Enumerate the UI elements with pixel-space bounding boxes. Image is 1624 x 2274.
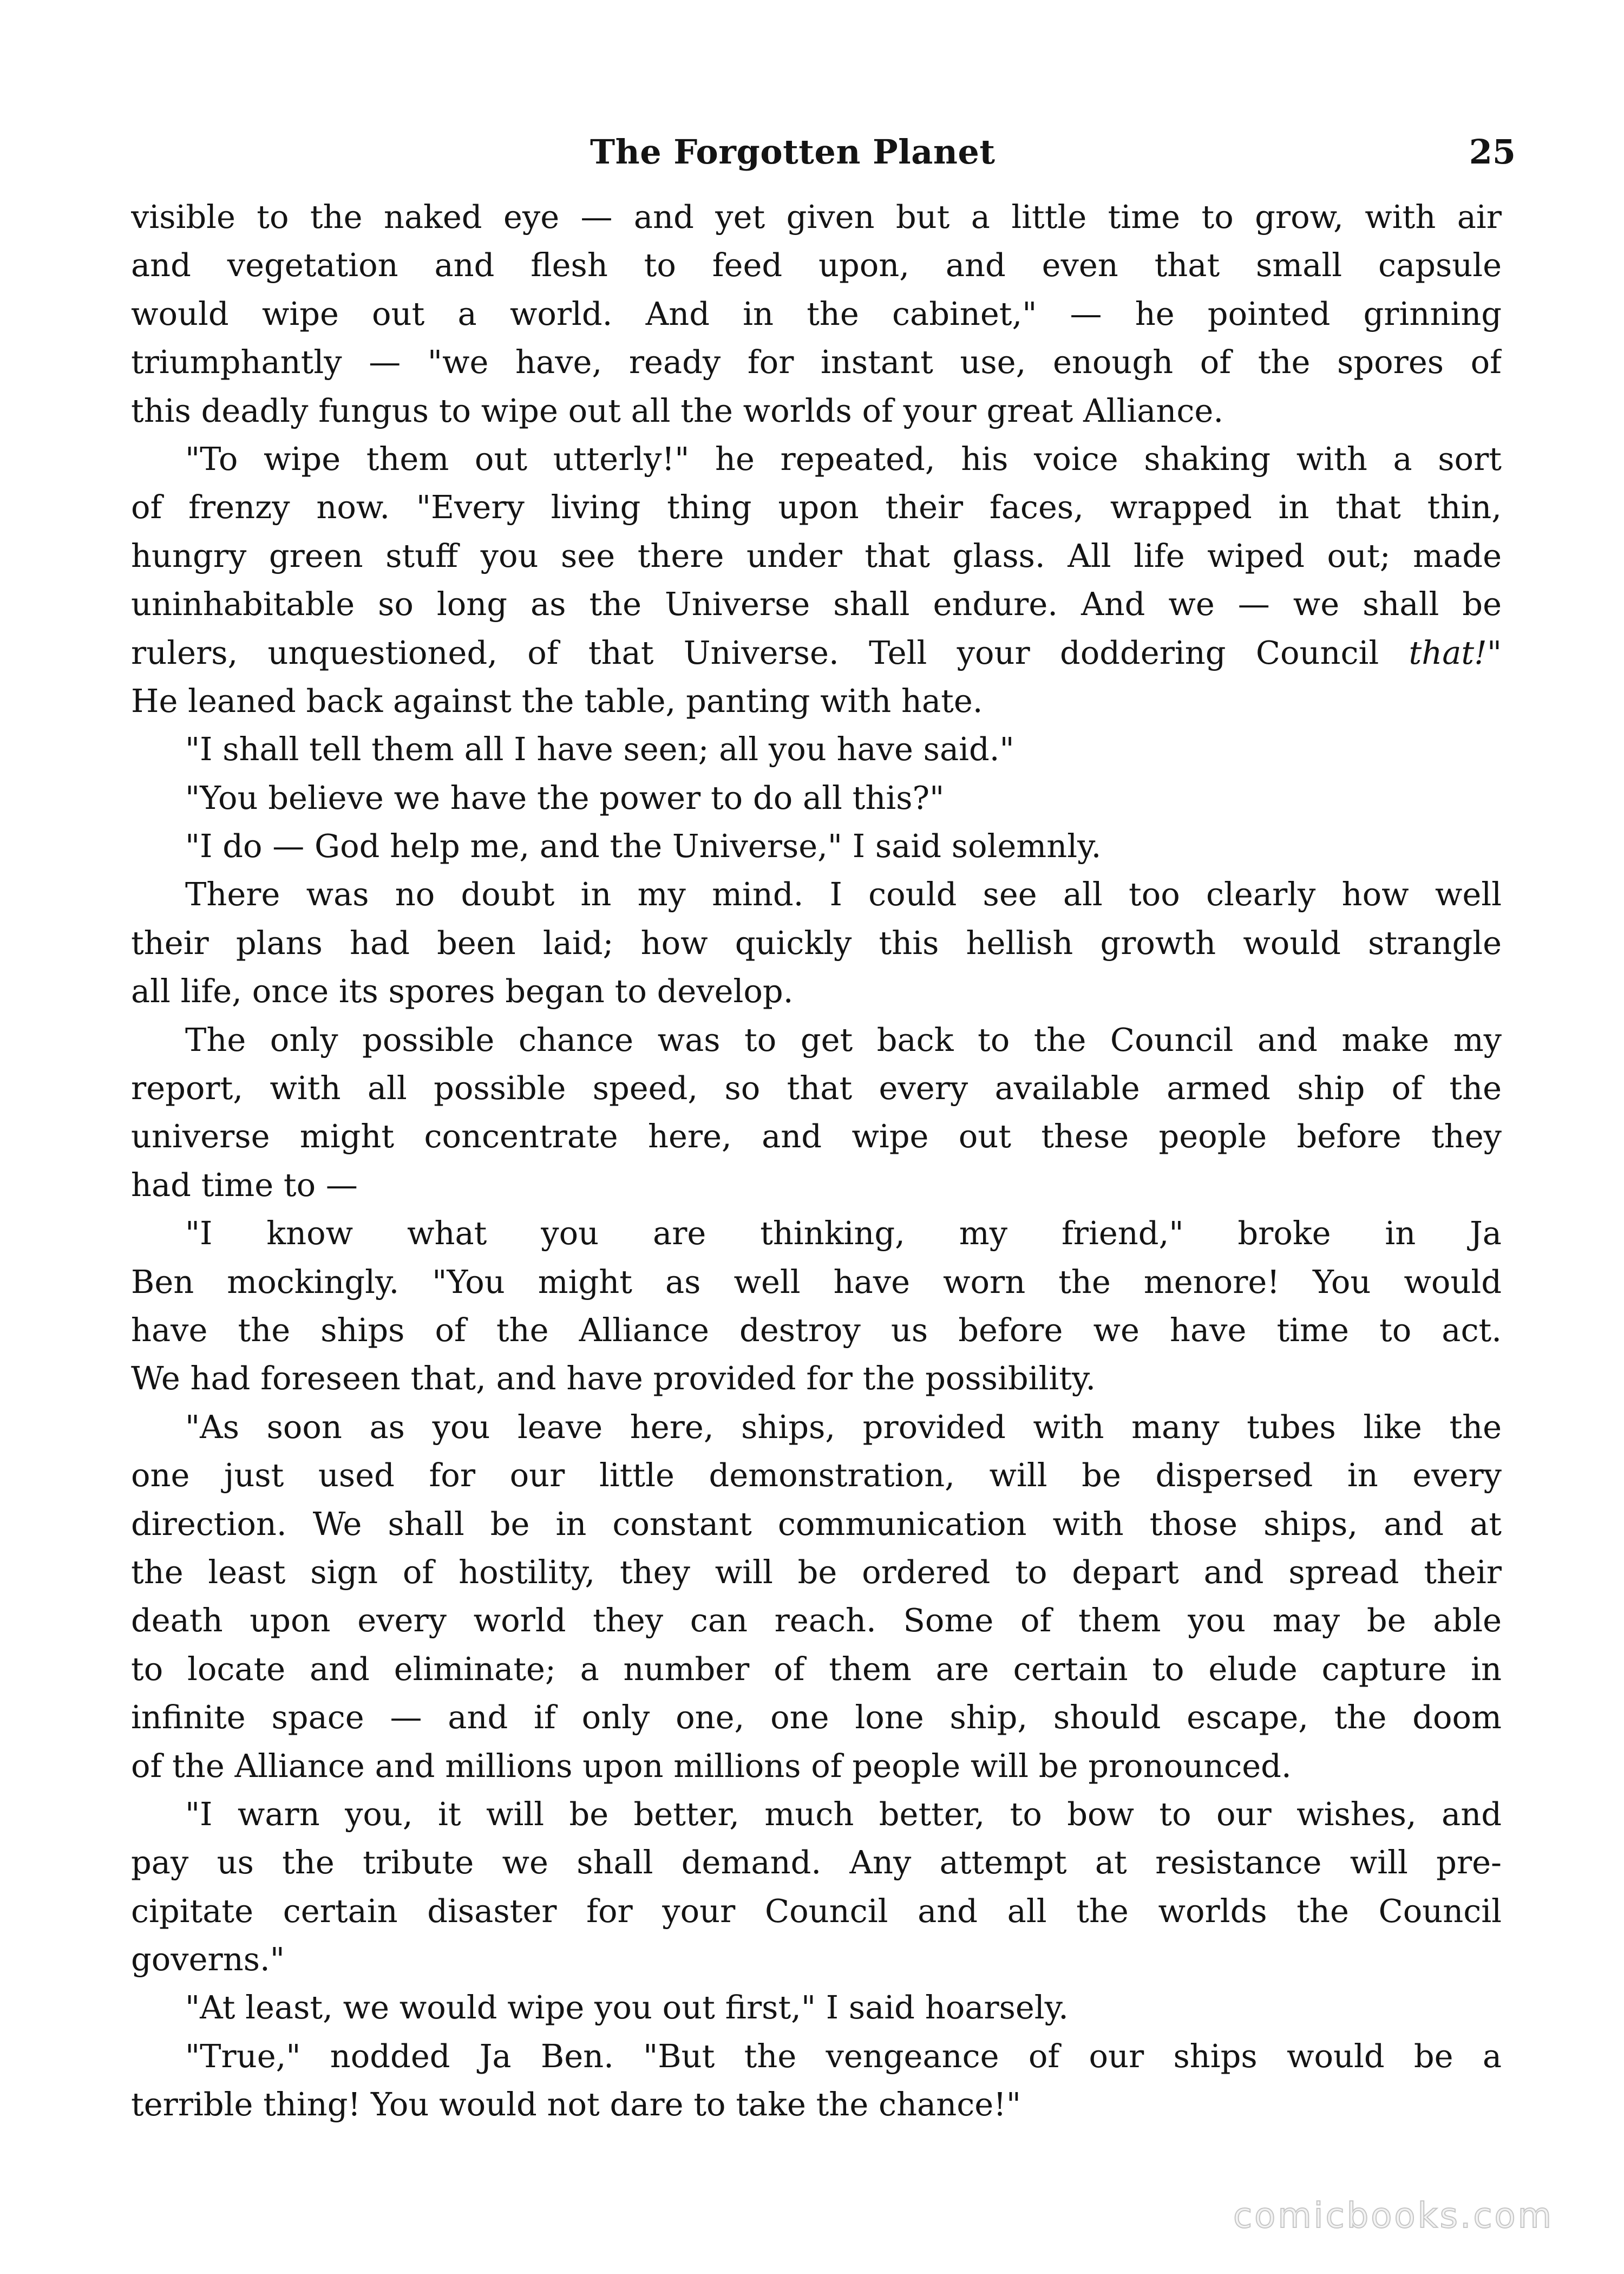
text-line: report, with all possible speed, so that every available armed ship of the [131, 1069, 1502, 1107]
text-line: There was no doubt in my mind. I could see all too clearly how well [185, 875, 1502, 913]
text-line: had time to — [131, 1166, 358, 1204]
text-line: one just used for our little demonstration, will be dispersed in every [131, 1456, 1502, 1494]
page-number: 25 [1469, 132, 1516, 172]
text-line: the least sign of hostility, they will be ordered to depart and spread their [131, 1553, 1502, 1591]
text-line: pay us the tribute we shall demand. Any attempt at resistance will pre- [131, 1844, 1502, 1881]
text-line: would wipe out a world. And in the cabinet," — he pointed grinning [131, 295, 1502, 332]
text-line: hungry green stuff you see there under that glass. All life wiped out; made [131, 537, 1502, 574]
text-line: visible to the naked eye — and yet given but a little time to grow, with air [131, 198, 1502, 236]
book-title: The Forgotten Planet [590, 132, 996, 172]
text-line: and vegetation and flesh to feed upon, and even that small capsule [131, 246, 1502, 284]
running-header [590, 128, 1516, 177]
text-line: We had foreseen that, and have provided for the possibility. [131, 1360, 1096, 1397]
text-line: of the Alliance and millions upon millions of people will be pronounced. [131, 1747, 1292, 1785]
text-line: rulers, unquestioned, of that Universe. Tell your doddering Council that!" [131, 633, 1502, 671]
text-line: cipitate certain disaster for your Council and all the worlds the Council [131, 1892, 1502, 1930]
text-line: infinite space — and if only one, one lone ship, should escape, the doom [131, 1698, 1502, 1736]
text-line: "I shall tell them all I have seen; all you have said." [185, 730, 1014, 768]
body-text [131, 193, 1502, 2129]
text-line: terrible thing! You would not dare to take the chance!" [131, 2086, 1021, 2123]
text-line: "At least, we would wipe you out first," I said hoarsely. [185, 1989, 1069, 2027]
text-line: uninhabitable so long as the Universe shall endure. And we — we shall be [131, 585, 1502, 623]
text-line: death upon every world they can reach. Some of them you may be able [131, 1602, 1502, 1639]
text-line: to locate and eliminate; a number of them are certain to elude capture in [131, 1650, 1502, 1688]
text-line: "As soon as you leave here, ships, provided with many tubes like the [185, 1408, 1502, 1446]
text-line: "I do — God help me, and the Universe," I said solemnly. [185, 827, 1102, 865]
text-line: universe might concentrate here, and wipe out these people before they [131, 1118, 1502, 1155]
text-line: "True," nodded Ja Ben. "But the vengeance of our ships would be a [185, 2037, 1502, 2075]
text-line: this deadly fungus to wipe out all the worlds of your great Alliance. [131, 391, 1224, 429]
text-line: "You believe we have the power to do all this?" [185, 779, 945, 816]
watermark: comicbooks.com [1233, 2196, 1554, 2236]
text-line: their plans had been laid; how quickly this hellish growth would strangle [131, 924, 1502, 962]
text-line: Ben mockingly. "You might as well have worn the menore! You would [131, 1263, 1502, 1301]
text-line: governs." [131, 1940, 285, 1978]
text-line: He leaned back against the table, panting with hate. [131, 682, 983, 720]
text-line: all life, once its spores began to develop. [131, 972, 794, 1010]
text-line: "I warn you, it will be better, much better, to bow to our wishes, and [185, 1795, 1502, 1833]
text-line: have the ships of the Alliance destroy us before we have time to act. [131, 1311, 1502, 1349]
text-line: "I know what you are thinking, my friend," broke in Ja [185, 1214, 1502, 1252]
text-line: The only possible chance was to get back to the Council and make my [185, 1021, 1502, 1058]
text-line: direction. We shall be in constant communication with those ships, and at [131, 1505, 1502, 1543]
text-line: of frenzy now. "Every living thing upon their faces, wrapped in that thin, [131, 488, 1502, 526]
text-line: triumphantly — "we have, ready for instant use, enough of the spores of [131, 343, 1502, 381]
text-line: "To wipe them out utterly!" he repeated, his voice shaking with a sort [185, 440, 1502, 478]
